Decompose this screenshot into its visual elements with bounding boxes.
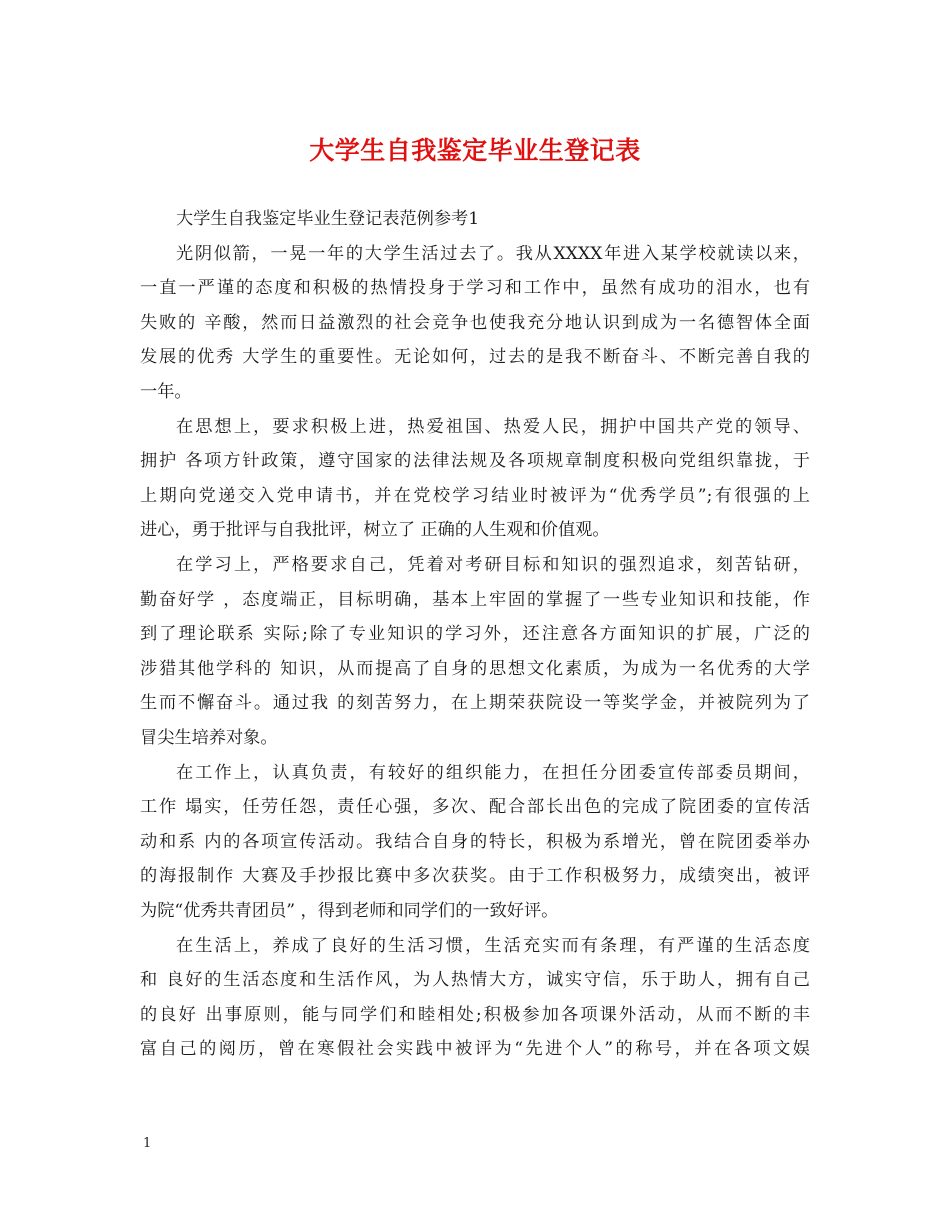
body-line: 发展的优秀 大学生的重要性。无论如何，过去的是我不断奋斗、不断完善自我的: [140, 347, 810, 368]
body-line: 勤奋好学 ，态度端正，目标明确，基本上牢固的掌握了一些专业知识和技能，作: [140, 589, 810, 610]
body-line: 一年。: [140, 382, 192, 402]
body-line: 冒尖生培养对象。: [140, 728, 278, 748]
body-line: 为院“优秀共青团员” ，得到老师和同学们的一致好评。: [140, 901, 559, 921]
body-line: 在思想上，要求积极上进，热爱祖国、热爱人民，拥护中国共产党的领导、: [176, 416, 810, 437]
body-line: 生而不懈奋斗。通过我 的刻苦努力，在上期荣获院设一等奖学金，并被院列为了: [140, 693, 810, 714]
body-line: 动和系 内的各项宣传活动。我结合自身的特长，积极为系增光，曾在院团委举办: [140, 831, 810, 852]
body-line: 一直一严谨的态度和积极的热情投身于学习和工作中，虽然有成功的泪水，也有: [140, 278, 810, 299]
body-line: 上期向党递交入党申请书，并在党校学习结业时被评为“优秀学员”;有很强的上: [140, 485, 810, 506]
body-line: 富自己的阅历，曾在寒假社会实践中被评为“先进个人”的称号，并在各项文娱: [140, 1039, 810, 1060]
body-line: 大学生自我鉴定毕业生登记表范例参考1: [176, 209, 480, 229]
body-line: 的海报制作 大赛及手抄报比赛中多次获奖。由于工作积极努力，成绩突出，被评: [140, 866, 810, 887]
body-line: 工作 塌实，任劳任怨，责任心强，多次、配合部长出色的完成了院团委的宣传活: [140, 797, 810, 818]
page-number: 1: [143, 1136, 152, 1151]
body-line: 光阴似箭，一晃一年的大学生活过去了。我从XXXX年进入某学校就读以来，: [176, 243, 810, 264]
body-line: 进心，勇于批评与自我批评，树立了 正确的人生观和价值观。: [140, 520, 610, 541]
document-title: 大学生自我鉴定毕业生登记表: [309, 136, 641, 165]
body-line: 在生活上，养成了良好的生活习惯，生活充实而有条理，有严谨的生活态度: [176, 935, 810, 956]
body-line: 失败的 辛酸，然而日益激烈的社会竞争也使我充分地认识到成为一名德智体全面: [140, 312, 810, 333]
body-line: 到了理论联系 实际;除了专业知识的学习外，还注意各方面知识的扩展，广泛的: [140, 624, 810, 645]
body-line: 在学习上，严格要求自己，凭着对考研目标和知识的强烈追求，刻苦钻研，: [176, 555, 810, 575]
body-line: 在工作上，认真负责，有较好的组织能力，在担任分团委宣传部委员期间，: [176, 762, 810, 783]
body-line: 和 良好的生活态度和生活作风，为人热情大方，诚实守信，乐于助人，拥有自己: [140, 970, 810, 991]
body-line: 涉猎其他学科的 知识，从而提高了自身的思想文化素质，为成为一名优秀的大学: [140, 658, 810, 679]
body-line: 的良好 出事原则，能与同学们和睦相处;积极参加各项课外活动，从而不断的丰: [140, 1004, 810, 1025]
body-line: 拥护 各项方针政策，遵守国家的法律法规及各项规章制度积极向党组织靠拢，于: [140, 451, 810, 472]
